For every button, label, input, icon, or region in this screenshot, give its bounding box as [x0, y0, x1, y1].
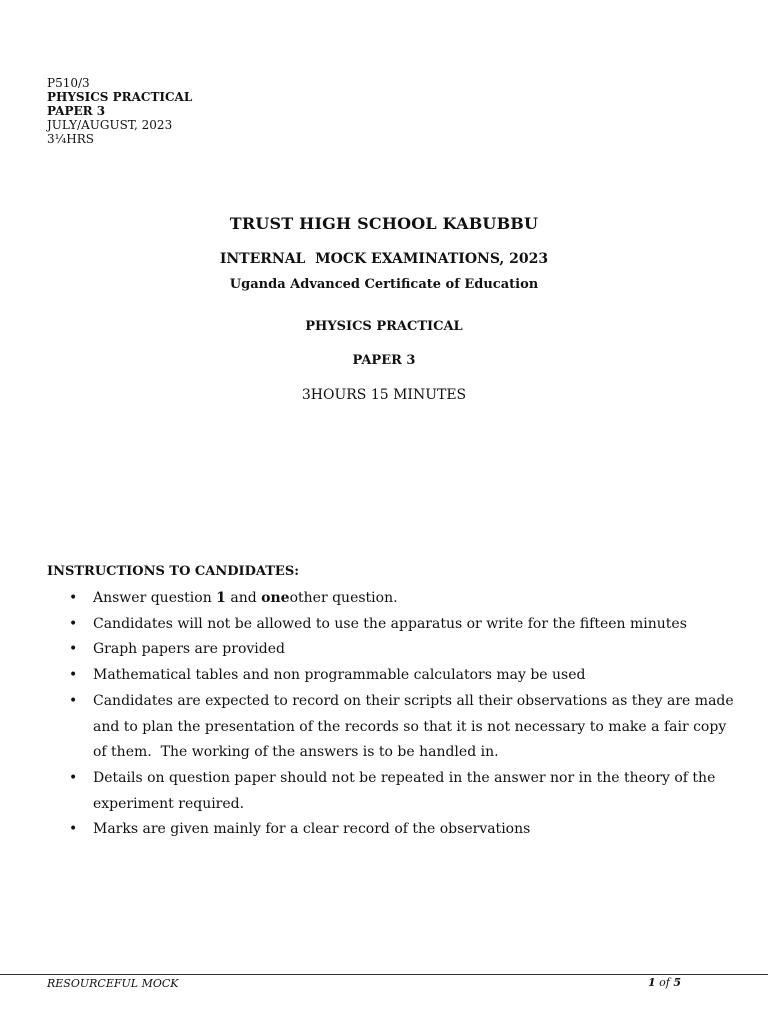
footer-label: RESOURCEFUL MOCK: [47, 977, 179, 990]
header-duration: 3¼HRS: [47, 132, 94, 146]
item6-text: Details on question paper should not be repeated in the answer nor in the theory of the experiment required.: [93, 769, 716, 812]
list-item: [47, 637, 737, 663]
footer-divider: [0, 974, 768, 975]
school-name: TRUST HIGH SCHOOL KABUBBU: [229, 214, 539, 233]
paper-code: P510/3: [47, 76, 90, 90]
page-total: 5: [673, 976, 681, 989]
page-number: [648, 976, 681, 989]
item1-text-before: Answer question: [93, 590, 217, 606]
item3-text: Graph papers are provided: [93, 641, 285, 658]
header-subject: PHYSICS PRACTICAL: [47, 90, 193, 104]
list-item: [47, 663, 737, 689]
list-item: [47, 766, 737, 817]
header-date: JULY/AUGUST, 2023: [47, 118, 173, 132]
page-current: 1: [648, 976, 656, 989]
paper-title: PAPER 3: [352, 353, 416, 368]
certificate-title: Uganda Advanced Certificate of Education: [229, 277, 539, 292]
duration-title: 3HOURS 15 MINUTES: [301, 387, 467, 403]
item1-bold-one: one: [261, 590, 290, 606]
instructions-heading: INSTRUCTIONS TO CANDIDATES:: [47, 564, 300, 579]
item7-text: Marks are given mainly for a clear record of the observations: [93, 821, 531, 838]
item4-text: Mathematical tables and non programmable calculators may be used: [93, 667, 586, 684]
bullet-icon: •: [69, 590, 78, 606]
exam-title: INTERNAL MOCK EXAMINATIONS, 2023: [219, 251, 549, 267]
list-item: [47, 586, 737, 612]
item2-text: Candidates will not be allowed to use the apparatus or write for the fifteen minutes: [93, 615, 687, 632]
item1-text-middle: and: [225, 590, 262, 606]
bullet-icon: •: [69, 667, 78, 684]
bullet-icon: •: [69, 641, 78, 658]
bullet-icon: •: [69, 615, 78, 632]
header-paper: PAPER 3: [47, 104, 106, 118]
bullet-icon: •: [69, 769, 78, 786]
list-item: [47, 817, 737, 843]
page-of: of: [655, 976, 674, 989]
bullet-icon: •: [69, 821, 78, 838]
item1-bold-number: 1: [216, 590, 226, 606]
list-item: [47, 689, 737, 766]
bullet-icon: •: [69, 692, 78, 709]
item1-text-after: other question.: [289, 590, 398, 606]
instructions-list: [47, 586, 737, 843]
subject-title: PHYSICS PRACTICAL: [305, 319, 463, 334]
paper-header: [47, 76, 192, 146]
list-item: [47, 612, 737, 638]
item5-text: Candidates are expected to record on their scripts all their observations as they are made and to plan the presentation of the records so that it is not necessary to make a fair copy of them. The working of the answers is to be handled in.: [93, 692, 739, 761]
